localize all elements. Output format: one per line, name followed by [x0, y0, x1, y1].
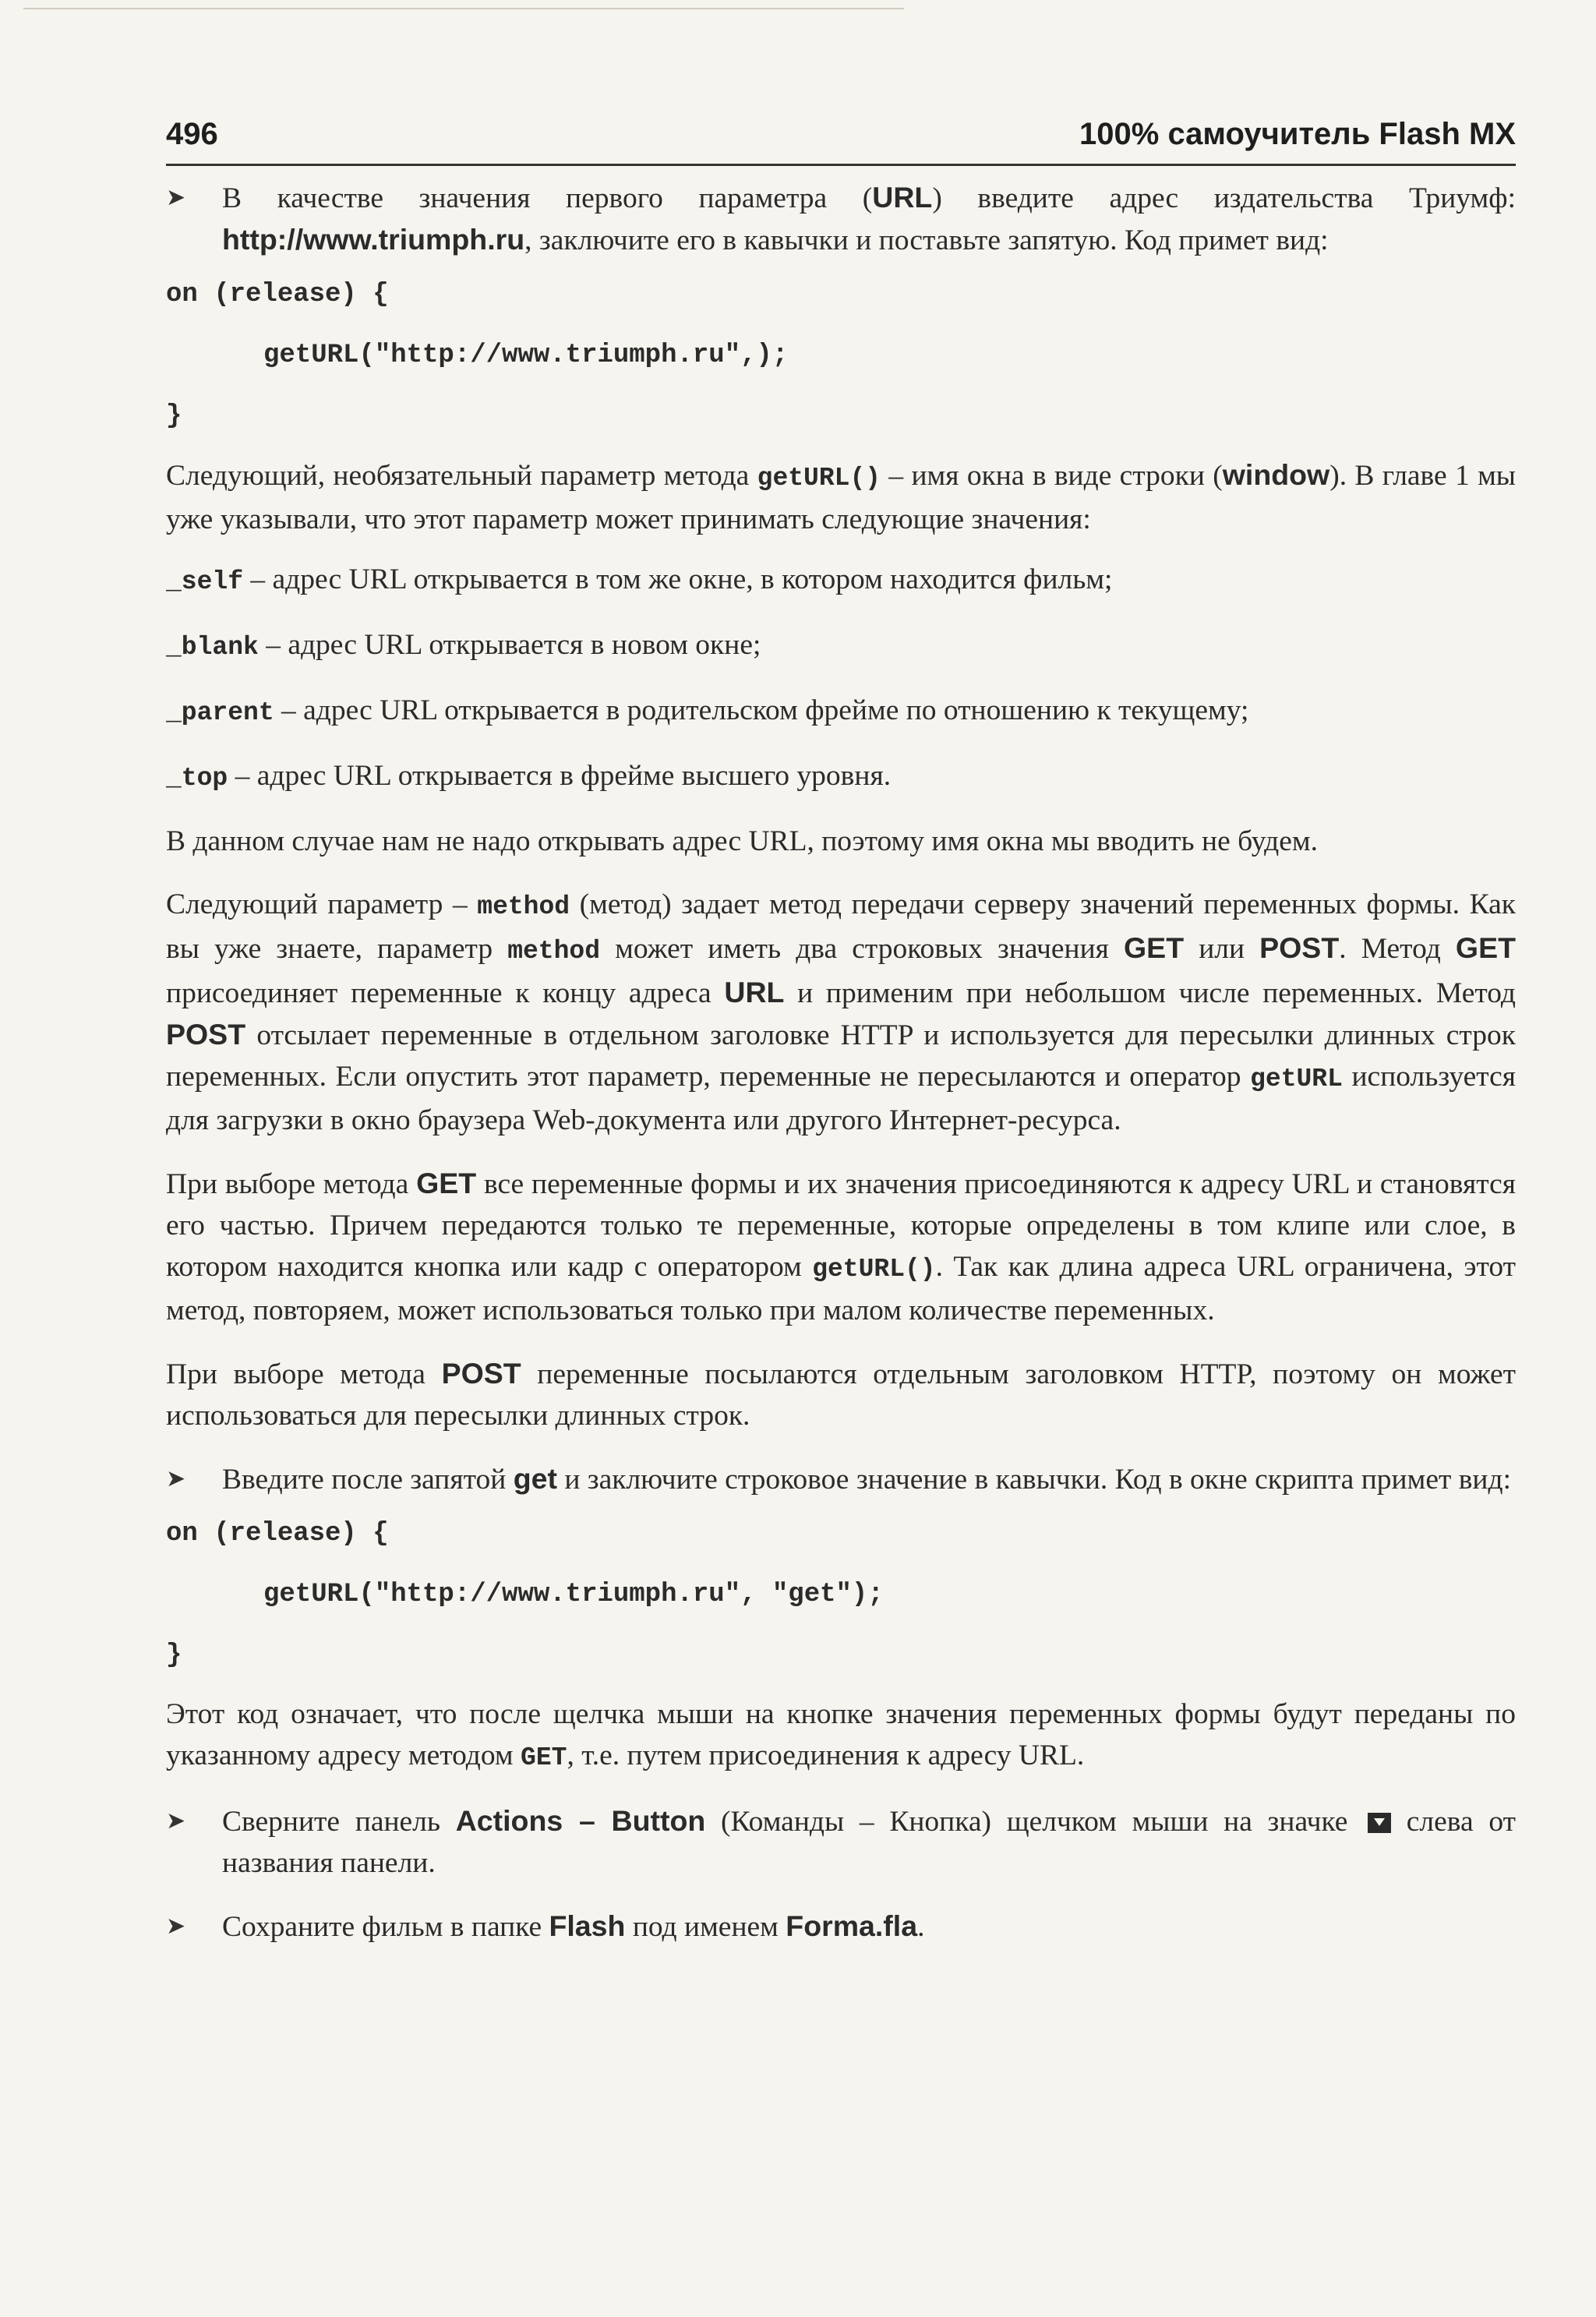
- page-header: [166, 117, 1516, 164]
- paragraph-no-window: В данном случае нам не надо открывать адрес URL, поэтому имя окна мы вводить не будем.: [166, 825, 1318, 857]
- target-item: _parent – адрес URL открывается в родительском фрейме по отношению к текущему;: [166, 694, 1249, 727]
- target-item: _top – адрес URL открывается в фрейме высшего уровня.: [166, 760, 892, 793]
- book-title: 100% самоучитель Flash MX: [1079, 117, 1516, 151]
- step-save-movie: ➤ Сохраните фильм в папке Flash под именем Forma.fla.: [166, 1906, 1516, 1948]
- paragraph-method-param: Следующий параметр – method (метод) задает метод передачи серверу значений переменных формы. Как вы уже знаете, параметр method может иметь два строковых значения GET или POST. Метод GET присоединяет переменные к концу адреса URL и применим при небольшом числе переменных. Метод POST отсылает переменные в отдельном заголовке HTTP и используется для пересылки длинных строк переменных. Если опустить этот параметр, переменные не пересылаются и оператор getURL используется для загрузки в окно браузера Web-документа или другого Интернет-ресурса.: [166, 888, 1517, 1136]
- page-number: 496: [166, 117, 218, 151]
- code-block-1: [166, 275, 1516, 436]
- code-line: }: [166, 1641, 182, 1670]
- step-collapse-panel: ➤ Сверните панель Actions – Button (Команды – Кнопка) щелчком мыши на значке слева от названия панели.: [166, 1800, 1516, 1884]
- code-line: getURL("http://www.triumph.ru",);: [263, 341, 789, 370]
- paragraph-code-meaning: Этот код означает, что после щелчка мыши на кнопке значения переменных формы будут переданы по указанному адресу методом GET, т.е. путем присоединения к адресу URL.: [166, 1698, 1516, 1772]
- arrowhead-bullet-icon: ➤: [166, 1465, 186, 1492]
- code-line: on (release) {: [166, 1519, 389, 1549]
- arrowhead-bullet-icon: ➤: [166, 1807, 186, 1835]
- arrowhead-bullet-icon: ➤: [166, 1913, 186, 1940]
- code-block-2: [166, 1514, 1516, 1675]
- paragraph-window-param: Следующий, необязательный параметр метода getURL() – имя окна в виде строки (window). В главе 1 мы уже указывали, что этот параметр может принимать следующие значения:: [166, 458, 1516, 535]
- header-rule: [166, 164, 1516, 166]
- code-line: getURL("http://www.triumph.ru", "get");: [263, 1580, 884, 1609]
- book-page: [166, 117, 1516, 1948]
- step-enter-url: ➤ В качестве значения первого параметра (URL) введите адрес издательства Триумф: http://www.triumph.ru, заключите его в кавычки и поставьте запятую. Код примет вид:: [166, 177, 1516, 261]
- paragraph-get-method: При выборе метода GET все переменные формы и их значения присоединяются к адресу URL и становятся его частью. Причем передаются только те переменные, которые определены в том клипе или слое, в котором находится кнопка или кадр с оператором getURL(). Так как длина адреса URL ограничена, этот метод, повторяем, может использоваться только при малом количестве переменных.: [166, 1167, 1517, 1326]
- paragraph-post-method: При выборе метода POST переменные посылаются отдельным заголовком HTTP, поэтому он может использоваться для пересылки длинных строк.: [166, 1357, 1516, 1432]
- arrowhead-bullet-icon: ➤: [166, 184, 186, 211]
- target-item: _blank – адрес URL открывается в новом окне;: [166, 629, 761, 662]
- step-enter-get: ➤ Введите после запятой get и заключите строковое значение в кавычки. Код в окне скрипта примет вид:: [166, 1458, 1516, 1500]
- collapse-triangle-icon: [1368, 1813, 1391, 1833]
- code-line: }: [166, 401, 182, 431]
- code-line: on (release) {: [166, 280, 389, 309]
- scan-edge-line: [23, 8, 904, 9]
- target-item: _self – адрес URL открывается в том же окне, в котором находится фильм;: [166, 563, 1113, 596]
